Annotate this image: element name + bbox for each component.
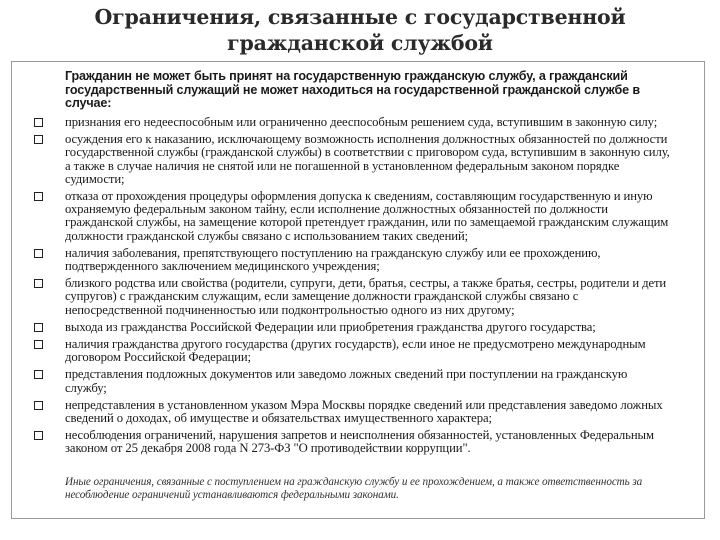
- list-item: [12, 429, 670, 455]
- list-item: [12, 399, 670, 425]
- restriction-list: [12, 116, 706, 460]
- checkbox-bullet-icon: [34, 192, 43, 201]
- checkbox-bullet-icon: [34, 431, 43, 440]
- list-item: [12, 190, 670, 243]
- list-item: [12, 277, 670, 317]
- list-item: [12, 133, 670, 186]
- checkbox-bullet-icon: [34, 118, 43, 127]
- list-item: [12, 368, 670, 394]
- list-item-text: близкого родства или свойства (родители, супруги, дети, братья, сестры, а также братья, сестры, родители и дети супругов) с гражданским служащим, если замещение должности гражданской службы связано с непосредственной подчиненностью или подконтрольностью одного из них другому;: [65, 276, 667, 317]
- list-item-text: несоблюдения ограничений, нарушения запретов и неисполнения обязанностей, установленных Федеральным законом от 25 декабря 2008 года N 273-ФЗ "О противодействии коррупции".: [65, 428, 654, 456]
- checkbox-bullet-icon: [34, 323, 43, 332]
- list-item-text: признания его недееспособным или ограниченно дееспособным решением суда, вступившим в законную силу;: [65, 115, 658, 129]
- checkbox-bullet-icon: [34, 401, 43, 410]
- document-frame: [11, 61, 705, 519]
- list-item-text: представления подложных документов или заведомо ложных сведений при поступлении на гражданскую службу;: [65, 367, 628, 395]
- checkbox-bullet-icon: [34, 340, 43, 349]
- list-item-text: осуждения его к наказанию, исключающему возможность исполнения должностных обязанностей по должности государственной службы (гражданской службы) в соответствии с приговором суда, вступившим в законную силу, а также в случае наличия не снятой или не погашенной в установленном федеральным законом порядке судимости;: [65, 132, 670, 186]
- list-item-text: отказа от прохождения процедуры оформления допуска к сведениям, составляющим государственную и иную охраняемую федеральным законом тайну, если исполнение должностных обязанностей по должности гражданской службы, на замещение которой претендует гражданин, или по замещаемой гражданским служащим должности гражданской службы связано с использованием таких сведений;: [65, 189, 669, 243]
- checkbox-bullet-icon: [34, 249, 43, 258]
- checkbox-bullet-icon: [34, 135, 43, 144]
- title-line-2: гражданской службой: [227, 31, 493, 55]
- checkbox-bullet-icon: [34, 279, 43, 288]
- list-item: [12, 338, 670, 364]
- list-item: [12, 321, 670, 334]
- list-item: [12, 116, 670, 129]
- checkbox-bullet-icon: [34, 370, 43, 379]
- list-item-text: наличия заболевания, препятствующего поступлению на гражданскую службу или ее прохождению, подтвержденного заключением медицинского учреждения;: [65, 245, 601, 274]
- list-item-text: выхода из гражданства Российской Федерации или приобретения гражданства другого государства;: [65, 319, 596, 334]
- intro-paragraph: Гражданин не может быть принят на государственную гражданскую службу, а гражданский государственный служащий не может находиться на государственной гражданской службе в случае:: [65, 69, 640, 111]
- list-item-text: непредставления в установленном указом Мэра Москвы порядке сведений или представления заведомо ложных сведений о доходах, об имуществе и обязательствах имущественного характера;: [65, 397, 663, 426]
- slide-title: [0, 4, 720, 56]
- list-item-text: наличия гражданства другого государства (других государств), если иное не предусмотрено международным договором Российской Федерации;: [65, 337, 646, 365]
- title-line-1: Ограничения, связанные с государственной: [94, 5, 626, 29]
- footnote: Иные ограничения, связанные с поступлением на гражданскую службу и ее прохождением, а также ответственность за несоблюдение ограничений устанавливаются федеральными законами.: [65, 476, 643, 501]
- list-item: [12, 247, 670, 273]
